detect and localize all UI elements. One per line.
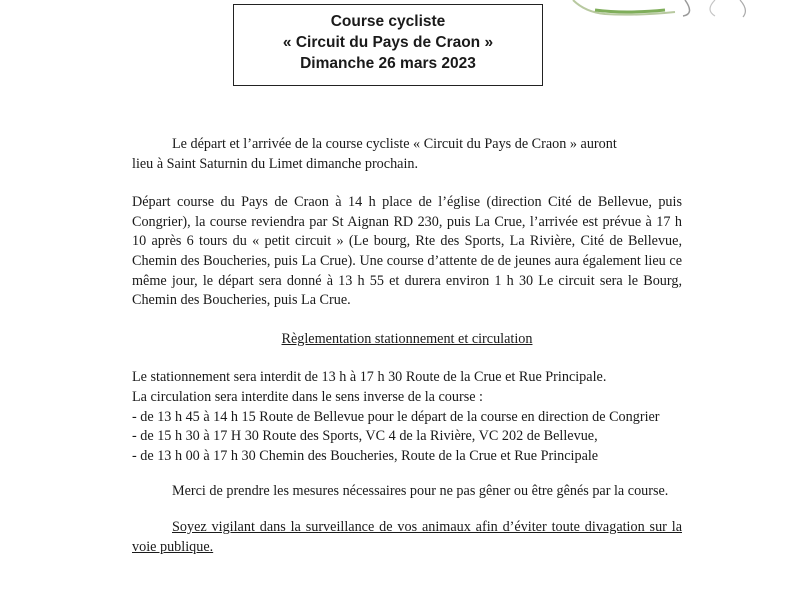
intro-line-2: lieu à Saint Saturnin du Limet dimanche prochain. [132, 155, 419, 172]
thanks-paragraph: Merci de prendre les mesures nécessaires pour ne pas gêner ou être gênés par la course. [172, 483, 669, 500]
title-line-2: « Circuit du Pays de Craon » [282, 34, 494, 51]
logo-image [565, 0, 755, 18]
parking-line: Le stationnement sera interdit de 13 h à 17 h 30 Route de la Crue et Rue Principale. [132, 369, 607, 386]
intro-line-1: Le départ et l’arrivée de la course cycliste « Circuit du Pays de Craon » auront [172, 136, 617, 152]
title-line-1: Course cycliste [330, 13, 446, 30]
traffic-item: - de 13 h 45 à 14 h 15 Route de Bellevue pour le départ de la course en direction de Congrier [132, 408, 660, 425]
title-box [233, 4, 543, 86]
traffic-intro: La circulation sera interdite dans le sens inverse de la course : [132, 388, 484, 405]
traffic-item: - de 13 h 00 à 17 h 30 Chemin des Boucheries, Route de la Crue et Rue Principale [132, 447, 599, 464]
title-line-3: Dimanche 26 mars 2023 [300, 55, 476, 72]
depart-paragraph: Départ course du Pays de Craon à 14 h place de l’église (direction Cité de Bellevue, puis Congrier), la course reviendra par St Aignan RD 230, puis La Crue, l’arrivée est prévue à 17 h 10 après 6 tours du « petit circuit » (Le bourg, Rte des Sports, La Rivière, Cité de Bellevue, Chemin des Boucheries, puis La Crue). Une course d’attente de de jeunes aura également lieu ce même jour, le départ sera donné à 13 h 55 et durera environ 1 h 30 Le circuit sera le Bourg, Chemin des Boucheries, puis La Crue. [132, 194, 682, 309]
traffic-item: - de 15 h 30 à 17 H 30 Route des Sports, VC 4 de la Rivière, VC 202 de Bellevue, [132, 428, 598, 445]
section-heading: Règlementation stationnement et circulation [281, 330, 533, 347]
document-body [132, 135, 682, 557]
warning-paragraph: Soyez vigilant dans la surveillance de vos animaux afin d’éviter toute divagation sur la voie publique. [132, 518, 682, 555]
